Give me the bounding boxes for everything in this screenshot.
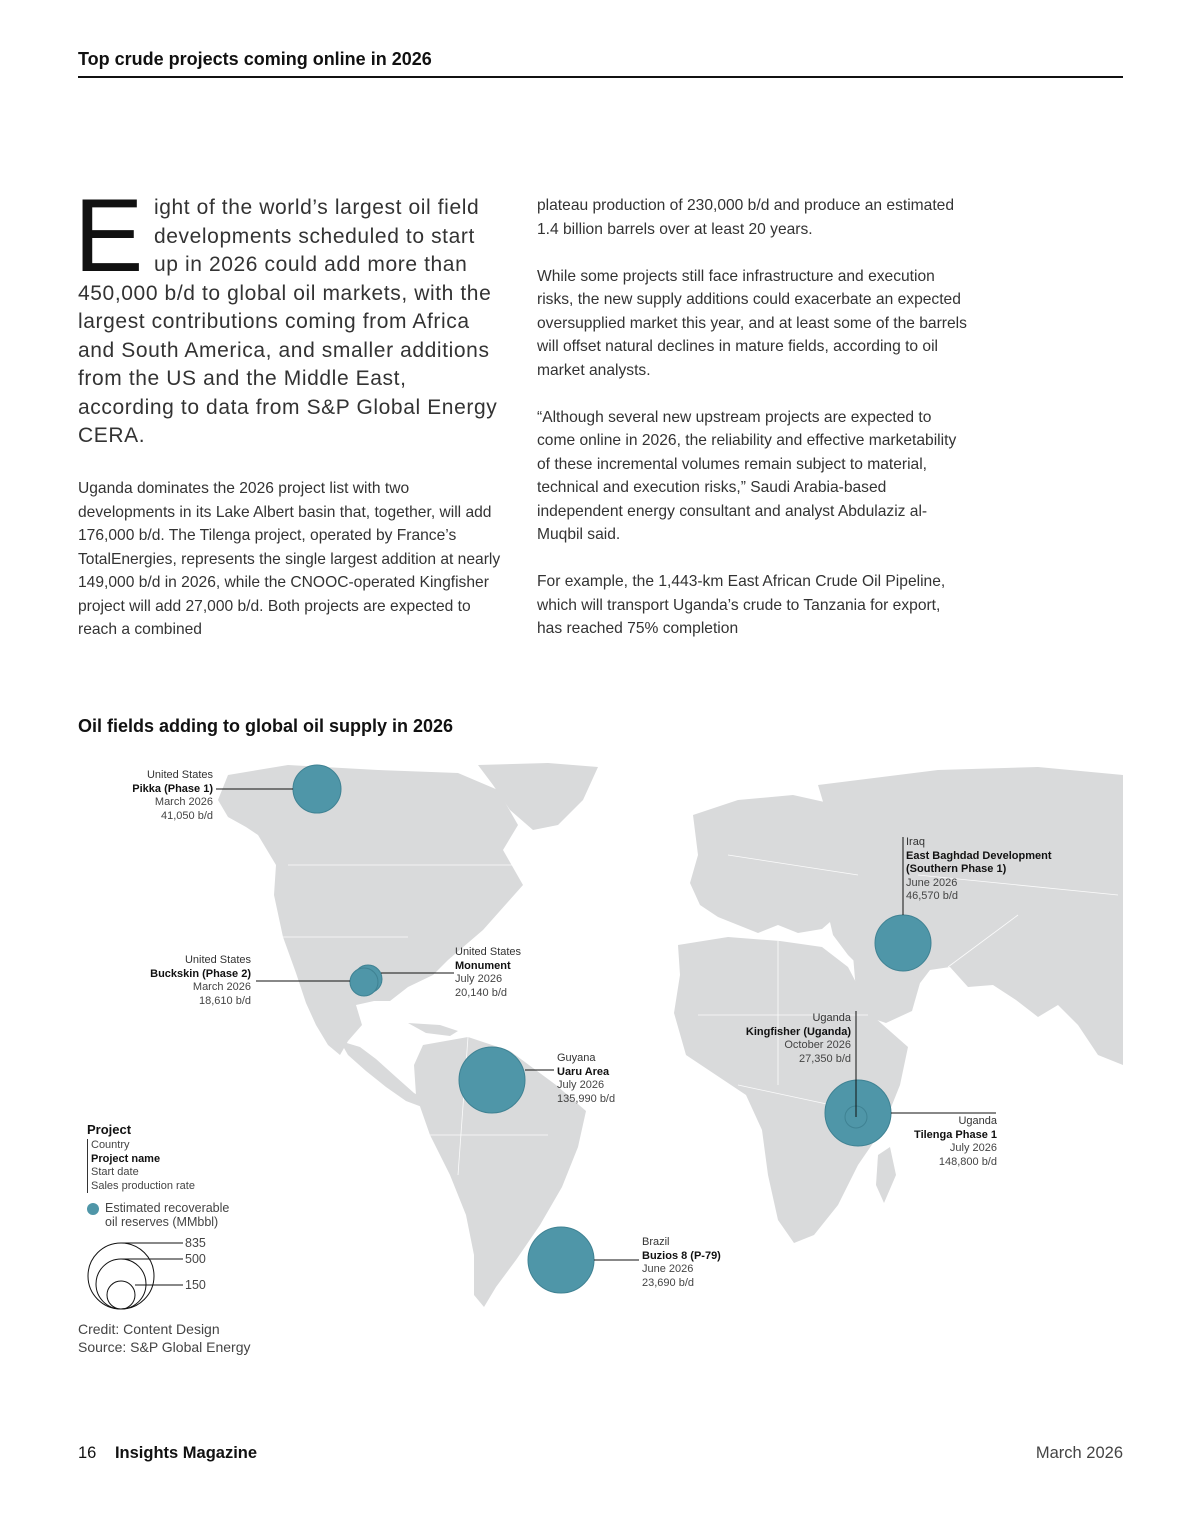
page-footer bbox=[78, 1444, 1123, 1466]
bubble-pikka bbox=[293, 765, 341, 813]
label-project: Monument bbox=[455, 959, 511, 972]
label-buckskin bbox=[150, 954, 251, 1008]
legend-start-date: Start date bbox=[91, 1166, 139, 1179]
land-north-america bbox=[218, 765, 523, 1055]
paragraph: “Although several new upstream projects are expected to come online in 2026, the reliability and effective marketability of these incremental volumes remain subject to material, technical and execution risks,” Saudi Arabia-based independent energy consultant and analyst Abdulaziz al-Muqbil said. bbox=[537, 408, 957, 543]
map-title: Oil fields adding to global oil supply in 2026 bbox=[78, 716, 454, 736]
label-project: Tilenga Phase 1 bbox=[914, 1128, 997, 1141]
legend-label-key bbox=[87, 1139, 307, 1193]
label-rate: 20,140 b/d bbox=[455, 986, 507, 999]
legend-size-key bbox=[87, 1233, 227, 1313]
issue-date: March 2026 bbox=[1035, 1444, 1123, 1462]
label-start: March 2026 bbox=[154, 796, 213, 808]
legend-bubble-swatch bbox=[87, 1203, 99, 1215]
article-body-right bbox=[537, 194, 967, 664]
article-lead bbox=[74, 178, 498, 451]
label-rate: 135,990 b/d bbox=[557, 1092, 616, 1105]
label-pikka bbox=[132, 769, 213, 823]
land-madagascar bbox=[876, 1147, 896, 1203]
page-number: 16 bbox=[78, 1444, 97, 1462]
label-start: July 2026 bbox=[455, 973, 503, 985]
article-body-left: Uganda dominates the 2026 project list with two developments in its Lake Albert basin that, together, will add 176,000 b/d. The Tilenga project, operated by France’s TotalEnergies, represents the single largest addition at nearly 149,000 b/d in 2026, while the CNOOC-operated Kingfisher project will add 27,000 b/d. Both projects are expected to reach a combined bbox=[78, 480, 501, 638]
paragraph: While some projects still face infrastructure and execution risks, the new supply additions could exacerbate an expected oversupplied market this year, and at least some of the barrels will offset natural declines in mature fields, according to oil market analysts. bbox=[537, 267, 967, 379]
label-project: Uaru Area bbox=[557, 1065, 610, 1078]
label-country: United States bbox=[184, 954, 251, 966]
legend-circle-835 bbox=[88, 1243, 154, 1309]
label-east-baghdad bbox=[906, 836, 1051, 904]
label-buzios bbox=[642, 1236, 721, 1290]
legend-country: Country bbox=[91, 1139, 130, 1151]
label-kingfisher bbox=[746, 1012, 851, 1066]
label-start: June 2026 bbox=[642, 1263, 694, 1275]
label-start: July 2026 bbox=[949, 1142, 997, 1154]
page-title: Top crude projects coming online in 2026 bbox=[78, 49, 432, 69]
legend-reserves-line2: oil reserves (MMbbl) bbox=[105, 1215, 219, 1230]
label-start: July 2026 bbox=[557, 1079, 605, 1091]
label-uaru bbox=[557, 1052, 615, 1106]
label-country: Iraq bbox=[906, 836, 925, 848]
label-country: Uganda bbox=[958, 1115, 997, 1127]
label-country: United States bbox=[146, 769, 213, 781]
label-start: October 2026 bbox=[784, 1039, 851, 1051]
label-country: Uganda bbox=[812, 1012, 851, 1024]
legend-circle-500 bbox=[96, 1259, 146, 1309]
label-project: Buzios 8 (P-79) bbox=[642, 1249, 721, 1262]
label-project: Kingfisher (Uganda) bbox=[745, 1025, 851, 1038]
drop-cap: E bbox=[74, 178, 144, 294]
legend-reserves bbox=[87, 1201, 307, 1229]
legend-project-name: Project name bbox=[91, 1152, 161, 1165]
label-rate: 18,610 b/d bbox=[199, 994, 251, 1007]
label-country: Guyana bbox=[557, 1052, 596, 1064]
bubble-uaru bbox=[459, 1047, 525, 1113]
bubble-buckskin bbox=[350, 968, 378, 996]
label-monument bbox=[455, 946, 521, 1000]
magazine-name: Insights Magazine bbox=[114, 1444, 258, 1462]
label-start: June 2026 bbox=[906, 876, 958, 889]
credit-line: Credit: Content Design bbox=[78, 1321, 220, 1337]
bubble-east-baghdad bbox=[875, 915, 931, 971]
label-rate: 27,350 b/d bbox=[799, 1052, 851, 1065]
legend-reserves-line1: Estimated recoverable bbox=[105, 1201, 230, 1216]
label-project-line2: (Southern Phase 1) bbox=[906, 863, 1007, 875]
label-start: March 2026 bbox=[192, 981, 251, 993]
label-project: East Baghdad Development bbox=[906, 849, 1052, 862]
label-country: United States bbox=[455, 946, 522, 958]
legend-circle-150 bbox=[107, 1281, 135, 1309]
legend-title: Project bbox=[87, 1122, 132, 1137]
label-tilenga bbox=[914, 1115, 997, 1169]
lead-text: ight of the world’s largest oil field developments scheduled to start up in 2026 could add more than 450,000 b/d to global oil markets, with the largest contributions coming from Africa and South America, and smaller additions from the US and the Middle East, according to data from S&P Global Energy CERA. bbox=[78, 196, 498, 447]
label-rate: 23,690 b/d bbox=[642, 1276, 694, 1289]
paragraph: For example, the 1,443-km East African Crude Oil Pipeline, which will transport Uganda’s crude to Tanzania for export, has reached 75% completion bbox=[537, 573, 946, 637]
paragraph: plateau production of 230,000 b/d and produce an estimated 1.4 billion barrels over at least 20 years. bbox=[537, 197, 955, 238]
legend-size-500: 500 bbox=[185, 1252, 206, 1267]
label-rate: 41,050 b/d bbox=[161, 809, 213, 822]
label-rate: 148,800 b/d bbox=[938, 1155, 997, 1168]
label-project: Pikka (Phase 1) bbox=[132, 782, 213, 795]
credit-block bbox=[78, 1320, 251, 1356]
legend-size-835: 835 bbox=[185, 1236, 206, 1251]
label-country: Brazil bbox=[642, 1236, 670, 1248]
label-rate: 46,570 b/d bbox=[906, 890, 958, 902]
page-header bbox=[78, 48, 1123, 78]
bubble-buzios bbox=[528, 1227, 594, 1293]
legend-size-150: 150 bbox=[185, 1278, 206, 1293]
source-line: Source: S&P Global Energy bbox=[78, 1339, 251, 1355]
map-legend bbox=[87, 1122, 307, 1313]
label-project: Buckskin (Phase 2) bbox=[150, 967, 251, 980]
legend-rate: Sales production rate bbox=[91, 1179, 195, 1192]
land-caribbean bbox=[408, 1023, 458, 1036]
